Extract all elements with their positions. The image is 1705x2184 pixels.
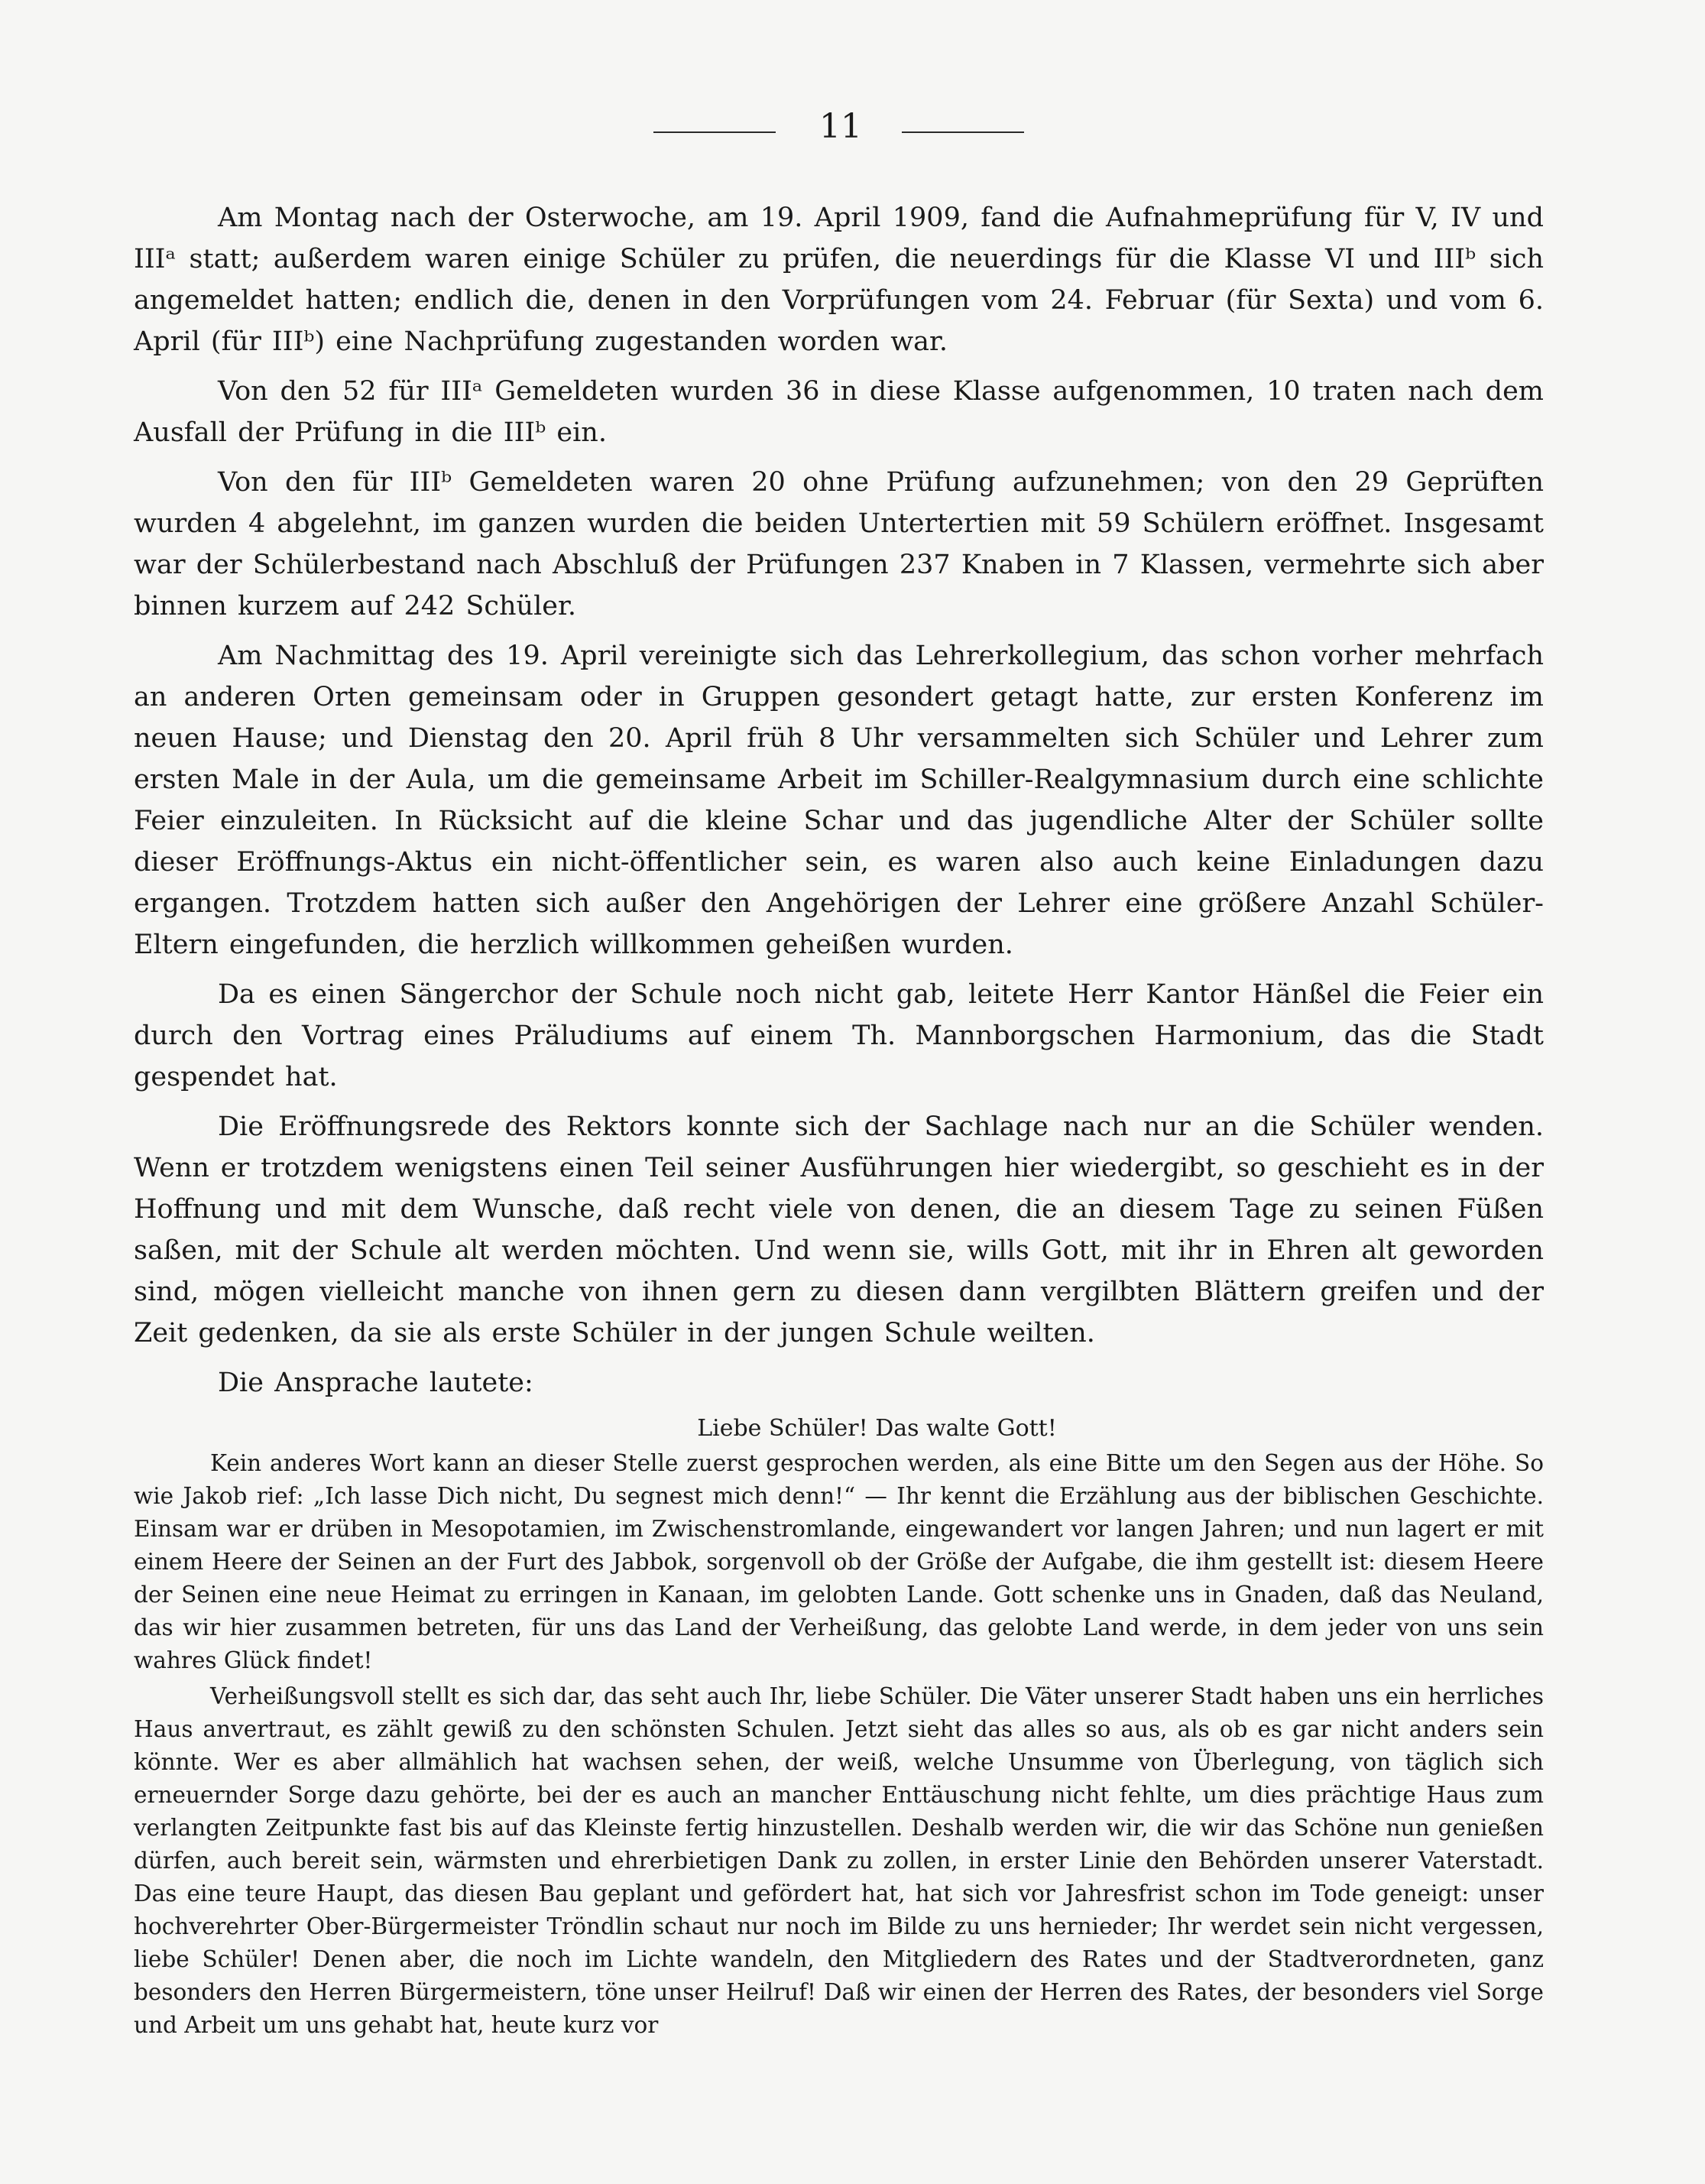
- paragraph-registrations-iiia: Von den 52 für IIIᵃ Gemeldeten wurden 36 in diese Klasse aufgenommen, 10 traten nach dem Ausfall der Prüfung in die IIIᵇ ein.: [134, 376, 1544, 448]
- speech-salutation: Liebe Schüler! Das walte Gott!: [697, 1415, 1057, 1442]
- paragraph-opening-speech: Die Eröffnungsrede des Rektors konnte sich der Sachlage nach nur an die Schüler wenden. Wenn er trotzdem wenigstens einen Teil seiner Ausführungen hier wiedergibt, so geschieht es in der Hoffnung und mit dem Wunsche, daß recht viele von denen, die an diesem Tage zu seinen Füßen saßen, mit der Schule alt werden möchten. Und wenn sie, wills Gott, mit ihr in Ehren alt geworden sind, mögen vielleicht manche von ihnen gern zu diesen dann vergilbten Blättern greifen und der Zeit gedenken, da sie als erste Schüler in der jungen Schule weilten.: [134, 1111, 1544, 1348]
- header-rule-right: [902, 131, 1024, 133]
- paragraph-music: Da es einen Sängerchor der Schule noch nicht gab, leitete Herr Kantor Hänßel die Feier ein durch den Vortrag eines Präludiums auf einem Th. Mannborgschen Harmonium, das die Stadt gespendet hat.: [134, 979, 1544, 1092]
- speech-block: [134, 1412, 1544, 2042]
- speech-paragraph: Verheißungsvoll stellt es sich dar, das seht auch Ihr, liebe Schüler. Die Väter unserer Stadt haben uns ein herrliches Haus anvertraut, es zählt gewiß zu den schönsten Schulen. Jetzt sieht das alles so aus, als ob es gar nicht anders sein könnte. Wer es aber allmählich hat wachsen sehen, der weiß, welche Unsumme von Überlegung, von täglich sich erneuernder Sorge dazu gehörte, bei der es auch an mancher Enttäuschung nicht fehlte, um dies prächtige Haus zum verlangten Zeitpunkte fast bis auf das Kleinste fertig hinzustellen. Deshalb werden wir, die wir das Schöne nun genießen dürfen, auch bereit sein, wärmsten und ehrerbietigen Dank zu zollen, in erster Linie den Behörden unserer Vaterstadt. Das eine teure Haupt, das diesen Bau geplant und gefördert hat, hat sich vor Jahresfrist schon im Tode geneigt: unser hochverehrter Ober-Bürgermeister Tröndlin schaut nur noch im Bilde zu uns hernieder; Ihr werdet sein nicht vergessen, liebe Schüler! Denen aber, die noch im Lichte wandeln, den Mitgliedern des Rates und der Stadtverordneten, ganz besonders den Herren Bürgermeistern, töne unser Heilruf! Daß wir einen der Herren des Rates, der besonders viel Sorge und Arbeit um uns gehabt hat, heute kurz vor: [134, 1683, 1544, 2038]
- paragraph-speech-intro: Die Ansprache lautete:: [218, 1368, 533, 1398]
- paragraph-opening-ceremony: Am Nachmittag des 19. April vereinigte sich das Lehrerkollegium, das schon vorher mehrfach an anderen Orten gemeinsam oder in Gruppen gesondert getagt hatte, zur ersten Konferenz im neuen Hause; und Dienstag den 20. April früh 8 Uhr versammelten sich Schüler und Lehrer zum ersten Male in der Aula, um die gemeinsame Arbeit im Schiller-Realgymnasium durch eine schlichte Feier einzuleiten. In Rücksicht auf die kleine Schar und das jugendliche Alter der Schüler sollte dieser Eröffnungs-Aktus ein nicht-öffentlicher sein, es waren also auch keine Einladungen dazu ergangen. Trotzdem hatten sich außer den Angehörigen der Lehrer eine größere Anzahl Schüler-Eltern eingefunden, die herzlich willkommen geheißen wurden.: [134, 641, 1544, 960]
- speech-paragraph: Kein anderes Wort kann an dieser Stelle zuerst gesprochen werden, als eine Bitte um den Segen aus der Höhe. So wie Jakob rief: „Ich lasse Dich nicht, Du segnest mich denn!“ — Ihr kennt die Erzählung aus der biblischen Geschichte. Einsam war er drüben in Mesopotamien, im Zwischenstromlande, eingewandert vor langen Jahren; und nun lagert er mit einem Heere der Seinen an der Furt des Jabbok, sorgenvoll ob der Größe der Aufgabe, die ihm gestellt ist: diesem Heere der Seinen eine neue Heimat zu erringen in Kanaan, im gelobten Lande. Gott schenke uns in Gnaden, daß das Neuland, das wir hier zusammen betreten, für uns das Land der Verheißung, das gelobte Land werde, in dem jeder von uns sein wahres Glück findet!: [134, 1450, 1544, 1673]
- body-text: [134, 197, 1544, 2045]
- paragraph-entrance-exam: Am Montag nach der Osterwoche, am 19. April 1909, fand die Aufnahmeprüfung für V, IV und IIIᵃ statt; außerdem waren einige Schüler zu prüfen, die neuerdings für die Klasse VI und IIIᵇ sich angemeldet hatten; endlich die, denen in den Vorprüfungen vom 24. Februar (für Sexta) und vom 6. April (für IIIᵇ) eine Nachprüfung zugestanden worden war.: [134, 203, 1544, 357]
- page-number: 11: [819, 107, 862, 146]
- paragraph-registrations-iiib: Von den für IIIᵇ Gemeldeten waren 20 ohne Prüfung aufzunehmen; von den 29 Geprüften wurden 4 abgelehnt, im ganzen wurden die beiden Untertertien mit 59 Schülern eröffnet. Insgesamt war der Schülerbestand nach Abschluß der Prüfungen 237 Knaben in 7 Klassen, vermehrte sich aber binnen kurzem auf 242 Schüler.: [134, 467, 1544, 621]
- header-rule-left: [653, 131, 776, 133]
